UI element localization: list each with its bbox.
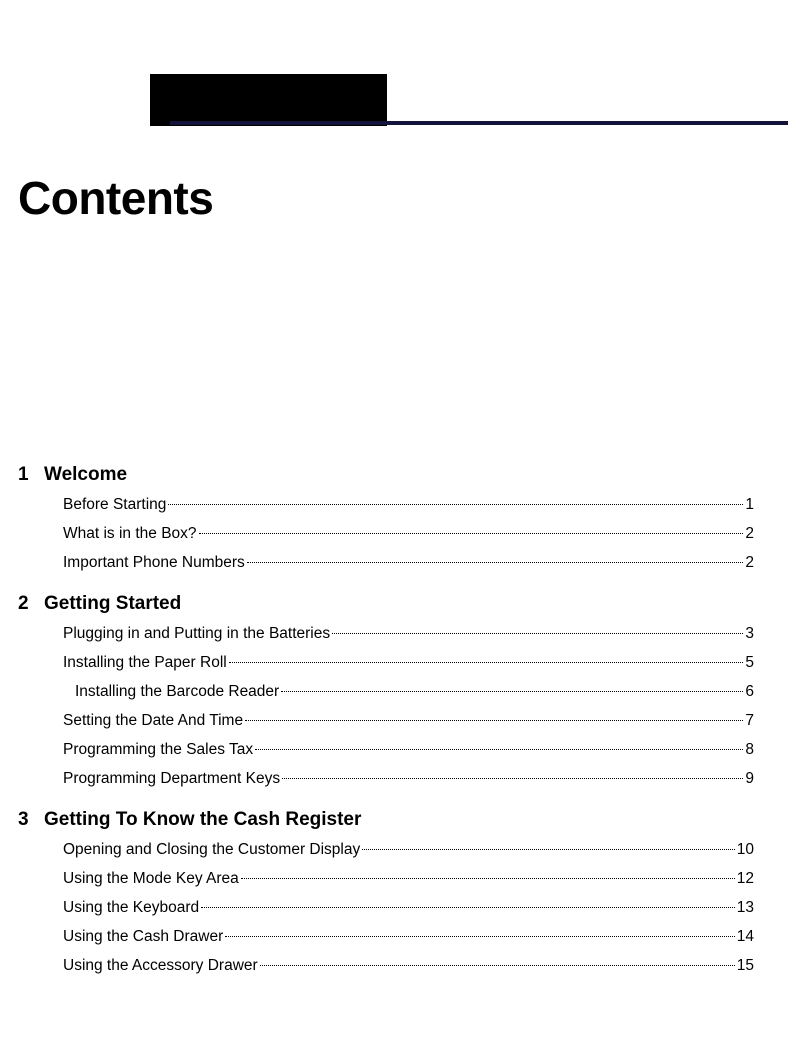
toc-entry-title: Plugging in and Putting in the Batteries <box>63 625 331 642</box>
page-title: Contents <box>18 172 214 224</box>
toc-entry[interactable] <box>18 841 754 870</box>
toc-entry-title: Before Starting <box>63 496 167 513</box>
toc-entry[interactable] <box>18 554 754 583</box>
toc-entry-title: Programming the Sales Tax <box>63 741 254 758</box>
header-block <box>150 74 387 126</box>
toc-entry-title: Using the Mode Key Area <box>63 870 239 887</box>
dot-leader <box>282 778 743 779</box>
toc-entry[interactable] <box>18 741 754 770</box>
chapter-title: Welcome <box>44 464 128 485</box>
dot-leader <box>201 907 735 908</box>
chapter-heading <box>18 464 754 496</box>
toc-entry-title: Installing the Paper Roll <box>63 654 227 671</box>
header-rule <box>170 121 788 125</box>
toc-entry[interactable] <box>18 770 754 799</box>
table-of-contents <box>18 464 754 996</box>
dot-leader <box>241 878 735 879</box>
chapter-number: 3 <box>18 809 29 830</box>
chapter-number: 2 <box>18 593 29 614</box>
chapter-section <box>18 464 754 583</box>
toc-entry[interactable] <box>18 870 754 899</box>
dot-leader <box>229 662 744 663</box>
toc-entry-page-number: 6 <box>745 683 754 700</box>
dot-leader <box>199 533 744 534</box>
toc-entry[interactable] <box>18 525 754 554</box>
toc-entry-title: Installing the Barcode Reader <box>75 683 280 700</box>
dot-leader <box>255 749 743 750</box>
toc-entry-page-number: 13 <box>736 899 754 916</box>
chapter-title: Getting Started <box>44 593 182 614</box>
chapter-section <box>18 809 754 986</box>
chapter-title: Getting To Know the Cash Register <box>44 809 362 830</box>
dot-leader <box>225 936 735 937</box>
toc-entry[interactable] <box>18 957 754 986</box>
toc-entry-title: Setting the Date And Time <box>63 712 244 729</box>
toc-entry[interactable] <box>18 496 754 525</box>
toc-entry-page-number: 10 <box>736 841 754 858</box>
toc-entry[interactable] <box>18 654 754 683</box>
toc-entry-title: Using the Accessory Drawer <box>63 957 258 974</box>
toc-entry-page-number: 3 <box>745 625 754 642</box>
dot-leader <box>260 965 735 966</box>
dot-leader <box>332 633 743 634</box>
dot-leader <box>362 849 735 850</box>
toc-entry-page-number: 2 <box>745 554 754 571</box>
toc-entry-title: Opening and Closing the Customer Display <box>63 841 361 858</box>
chapter-section <box>18 593 754 799</box>
toc-entry-page-number: 12 <box>736 870 754 887</box>
toc-entry[interactable] <box>18 625 754 654</box>
toc-entry-page-number: 14 <box>736 928 754 945</box>
toc-entry-title: What is in the Box? <box>63 525 197 542</box>
dot-leader <box>247 562 744 563</box>
toc-entry-page-number: 15 <box>736 957 754 974</box>
toc-entry[interactable] <box>18 712 754 741</box>
dot-leader <box>168 504 743 505</box>
toc-entry-page-number: 5 <box>745 654 754 671</box>
toc-entry[interactable] <box>18 683 754 712</box>
toc-entry-title: Important Phone Numbers <box>63 554 245 571</box>
chapter-number: 1 <box>18 464 29 485</box>
toc-entry-page-number: 9 <box>745 770 754 787</box>
toc-entry[interactable] <box>18 928 754 957</box>
dot-leader <box>245 720 743 721</box>
toc-entry-title: Using the Keyboard <box>63 899 200 916</box>
toc-entry-page-number: 1 <box>745 496 754 513</box>
toc-entry-page-number: 7 <box>745 712 754 729</box>
toc-entry-title: Programming Department Keys <box>63 770 281 787</box>
toc-entry-page-number: 8 <box>745 741 754 758</box>
chapter-heading <box>18 593 754 625</box>
chapter-heading <box>18 809 754 841</box>
toc-entry-page-number: 2 <box>745 525 754 542</box>
toc-entry[interactable] <box>18 899 754 928</box>
dot-leader <box>281 691 743 692</box>
toc-entry-title: Using the Cash Drawer <box>63 928 224 945</box>
